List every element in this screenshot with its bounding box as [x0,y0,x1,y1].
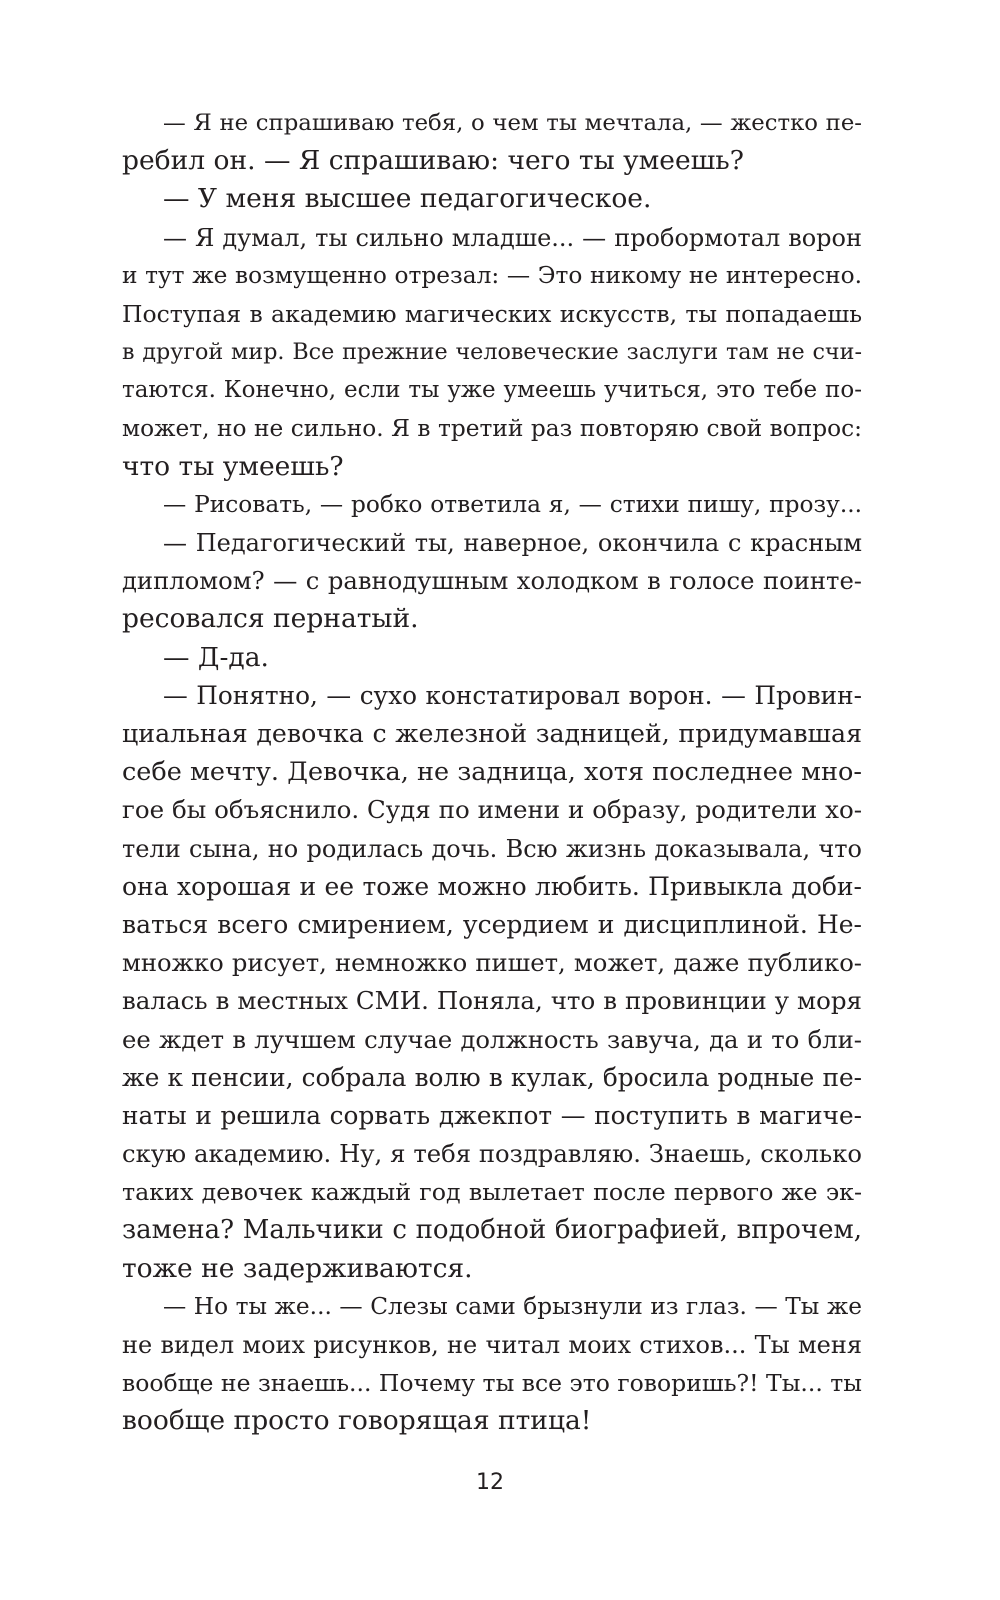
text-line: ресовался пернатый. [122,603,419,635]
text-line: не видел моих рисунков, не читал моих стихов... Ты меня [122,1331,862,1359]
text-line: она хорошая и ее тоже можно любить. Привыкла доби- [122,871,862,901]
text-line: и тут же возмущенно отрезал: — Это никому не интересно. [122,261,862,289]
text-line: — Я не спрашиваю тебя, о чем ты мечтала, — жестко пе- [163,110,862,136]
text-line: — Но ты же... — Слезы сами брызнули из глаз. — Ты же [163,1292,862,1320]
text-line: — Понятно, — сухо констатировал ворон. — Провин- [163,680,862,710]
text-line: тоже не задерживаются. [122,1252,473,1284]
text-line: — Рисовать, — робко ответила я, — стихи пишу, прозу... [163,490,862,518]
body-text [122,104,862,1441]
text-line: дипломом? — с равнодушным холодком в голосе поинте- [122,566,862,596]
text-line: таются. Конечно, если ты уже умеешь учиться, это тебе по- [122,377,862,404]
text-line: множко рисует, немножко пишет, может, даже публико- [122,948,862,978]
text-line: вообще не знаешь... Почему ты все это говоришь?! Ты... ты [122,1369,862,1398]
page-number: 12 [476,1470,504,1495]
text-line: Поступая в академию магических искусств, ты попадаешь [122,299,862,328]
text-line: же к пенсии, собрала волю в кулак, бросила родные пе- [122,1062,862,1092]
text-line: таких девочек каждый год вылетает после первого же эк- [122,1178,862,1207]
text-line: вообще просто говорящая птица! [122,1405,592,1437]
text-line: — Я думал, ты сильно младше... — пробормотал ворон [163,223,862,252]
text-line: ее ждет в лучшем случае должность завуча, да и то бли- [122,1024,862,1054]
text-line: может, но не сильно. Я в третий раз повторяю свой вопрос: [122,414,862,442]
text-line: — Педагогический ты, наверное, окончила с красным [163,529,862,558]
text-line: ребил он. — Я спрашиваю: чего ты умеешь? [122,145,744,177]
text-line: себе мечту. Девочка, не задница, хотя последнее мно- [122,757,862,788]
text-line: — Д-да. [163,641,269,673]
text-line: в другой мир. Все прежние человеческие заслуги там не счи- [122,339,862,366]
text-line: ваться всего смирением, усердием и дисциплиной. Не- [122,909,862,939]
text-line: — У меня высшее педагогическое. [163,183,652,215]
text-line: что ты умеешь? [122,450,344,482]
text-line: замена? Мальчики с подобной биографией, впрочем, [122,1215,862,1246]
text-line: гое бы объяснило. Судя по имени и образу, родители хо- [122,795,862,825]
text-line: тели сына, но родилась дочь. Всю жизнь доказывала, что [122,834,862,863]
text-line: валась в местных СМИ. Поняла, что в провинции у моря [122,986,862,1016]
text-line: скую академию. Ну, я тебя поздравляю. Знаешь, сколько [122,1139,862,1169]
text-line: наты и решила сорвать джекпот — поступить в магиче- [122,1100,862,1130]
text-line: циальная девочка с железной задницей, придумавшая [122,719,862,748]
